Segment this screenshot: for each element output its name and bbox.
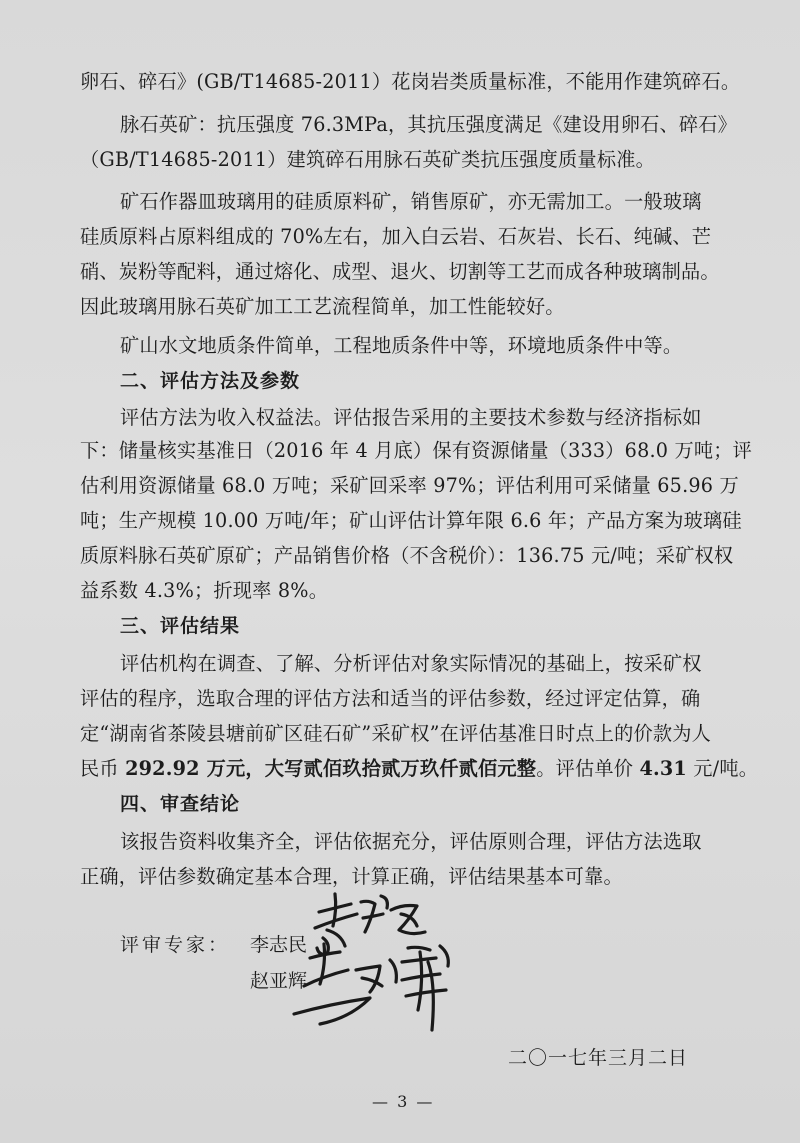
paragraph-line: 质原料脉石英矿原矿；产品销售价格（不含税价）：136.75 元/吨；采矿权权 (80, 544, 734, 567)
paragraph-line: 卵石、碎石》(GB/T14685-2011）花岗岩类质量标准，不能用作建筑碎石。 (80, 70, 741, 93)
paragraph-line: 脉石英矿：抗压强度 76.3MPa，其抗压强度满足《建设用卵石、碎石》 (120, 113, 738, 136)
paragraph-line: 因此玻璃用脉石英矿加工工艺流程简单，加工性能较好。 (80, 295, 565, 318)
reviewers-label: 评审专家： (120, 934, 231, 956)
paragraph-line: 下：储量核实基准日（2016 年 4 月底）保有资源储量（333）68.0 万吨；评 (80, 439, 753, 462)
paragraph-line: 益系数 4.3%；折现率 8%。 (80, 579, 329, 602)
paragraph-line: 硅质原料占原料组成的 70%左右，加入白云岩、石灰岩、长石、纯碱、芒 (80, 225, 712, 248)
document-date: 二〇一七年三月二日 (508, 1047, 689, 1069)
section-heading: 二、评估方法及参数 (120, 370, 301, 392)
text-run: 民币 (80, 757, 126, 780)
paragraph-line: 硝、炭粉等配料，通过熔化、成型、退火、切割等工艺而成各种玻璃制品。 (80, 260, 720, 283)
paragraph-line: 吨；生产规模 10.00 万吨/年；矿山评估计算年限 6.6 年；产品方案为玻璃硅 (80, 509, 742, 532)
paragraph-line: 矿石作器皿玻璃用的硅质原料矿，销售原矿，亦无需加工。一般玻璃 (120, 190, 702, 213)
paragraph-line: 矿山水文地质条件简单，工程地质条件中等，环境地质条件中等。 (120, 334, 683, 357)
paragraph-line: 评估方法为收入权益法。评估报告采用的主要技术参数与经济指标如 (120, 406, 702, 429)
signature-zhao-yahui (290, 940, 470, 1035)
paragraph-line: 评估的程序，选取合理的评估方法和适当的评估参数，经过评定估算，确 (80, 687, 701, 710)
paragraph-line: 该报告资料收集齐全，评估依据充分，评估原则合理，评估方法选取 (120, 830, 702, 853)
paragraph-line: 评估机构在调查、了解、分析评估对象实际情况的基础上，按采矿权 (120, 652, 702, 675)
text-run: 元/吨。 (686, 757, 759, 780)
valuation-amount: 292.92 万元，大写贰佰玖拾贰万玖仟贰佰元整 (125, 757, 537, 780)
reviewer-name: 李志民 (250, 934, 308, 956)
reviewer-name: 赵亚辉 (250, 970, 308, 992)
paragraph-line: 估利用资源储量 68.0 万吨；采矿回采率 97%；评估利用可采储量 65.96 万 (80, 474, 739, 497)
section-heading: 四、审查结论 (120, 793, 241, 815)
page-number: — 3 — (372, 1092, 435, 1111)
unit-price: 4.31 (639, 757, 687, 780)
paragraph-line: （GB/T14685-2011）建筑碎石用脉石英矿类抗压强度质量标准。 (80, 148, 655, 171)
paragraph-line: 定“湖南省茶陵县塘前矿区硅石矿”采矿权”在评估基准日时点上的价款为人 (80, 722, 712, 745)
section-heading: 三、评估结果 (120, 615, 241, 637)
paragraph-line: 正确，评估参数确定基本合理，计算正确，评估结果基本可靠。 (80, 865, 623, 888)
text-run: 。评估单价 (536, 757, 640, 780)
paragraph-line (80, 759, 758, 778)
